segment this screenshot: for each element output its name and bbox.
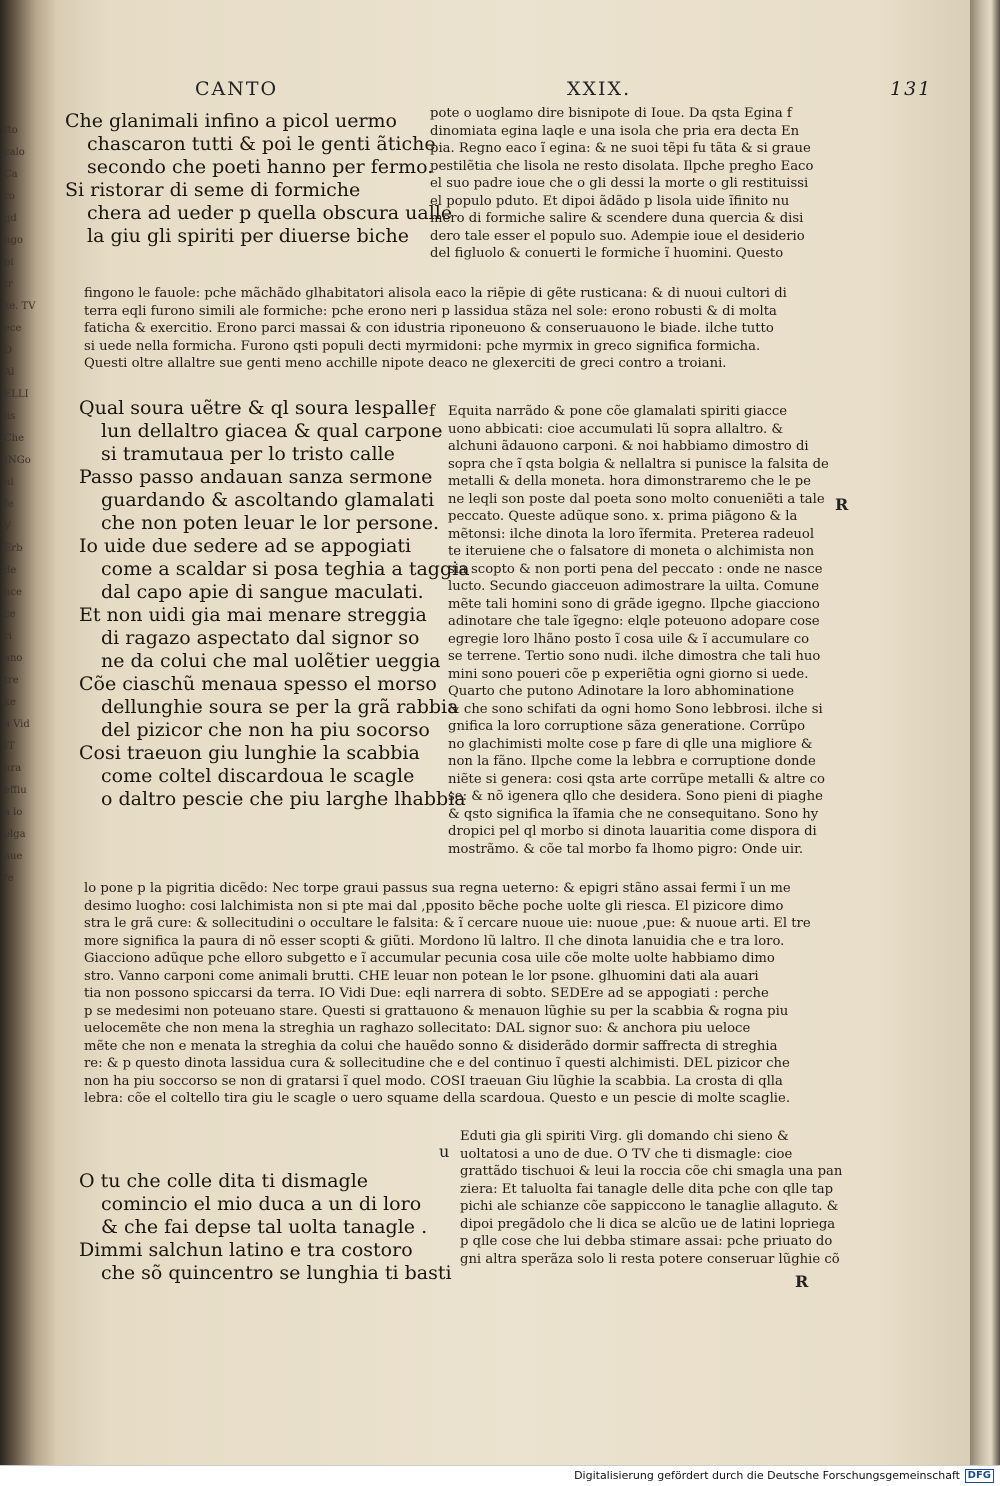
left-page-fragment: Erb — [4, 543, 23, 554]
verse-line: Cõe ciaschũ menaua spesso el morso — [79, 673, 437, 695]
commentary-line: mẽte tali homini sono di grãde igegno. Ilpche giacciono — [448, 596, 820, 612]
commentary-line: grattãdo tischuoi & leui la roccia cõe chi smagla una pan — [460, 1164, 843, 1179]
commentary-line: pestilẽtia che lisola ne resto disolata. Ilpche pregho Eaco — [430, 158, 814, 174]
commentary-initial-1: f — [429, 401, 435, 420]
commentary-line: uoltatosi a uno de due. O TV che ti dismagle: cioe — [460, 1146, 793, 1162]
verse-line: O tu che colle dita ti dismagle — [79, 1170, 369, 1192]
digitization-footer — [0, 1465, 1000, 1486]
verse-line: secondo che poeti hanno per fermo. — [87, 156, 434, 178]
verse-line: Che glanimali infino a picol uermo — [65, 110, 397, 132]
left-page-fragment: olga — [4, 829, 26, 840]
verse-line: lun dellaltro giacea & qual carpone — [101, 420, 443, 442]
left-page-fragment: ni — [4, 477, 14, 488]
commentary-line: stro. Vanno carponi come animali brutti. CHE leuar non potean le lor psone. glhuomini dati ala auari — [84, 968, 759, 984]
verse-line: Passo passo andauan sanza sermone — [79, 466, 433, 488]
commentary-line: & qsto significa la ĩfamia che ne consequitano. Sono hy — [448, 806, 819, 822]
verse-line: chascaron tutti & poi le genti ãtiche — [87, 133, 436, 155]
commentary-line: adinotare che tale ĩgegno: elqle poteuono adopare cose — [448, 614, 820, 629]
commentary-line: Giacciono adũque pche elloro subgetto e ĩ accumular pecunia cosa uile cõe molte uolte habbiamo dimo — [84, 951, 775, 966]
commentary-line: terra eqli furono simili ale formiche: pche erono neri p lassidua stãza nel sole: erono robusti & di molta — [84, 303, 777, 319]
header-canto-number: XXIX. — [567, 78, 632, 100]
verse-line: guardando & ascoltando glamalati — [101, 489, 435, 511]
left-page-fragment: Ca — [4, 169, 18, 180]
commentary-line: metalli & della moneta. hora dimonstraremo che le pe — [448, 474, 811, 489]
left-page-fragment: aue — [4, 851, 23, 862]
left-page-fragment: lis — [4, 411, 16, 422]
commentary-line: fingono le fauole: pche mãchãdo glhabitatori alisola eaco la riẽpie di gẽte rusticana: & di nuoui cultori di — [84, 286, 787, 301]
commentary-right-2 — [448, 403, 829, 858]
left-page-fragment: ano — [4, 653, 23, 664]
left-page-fragment: V — [4, 521, 12, 532]
commentary-line: non ha piu soccorso se non di gratarsi ĩ quel modo. COSI traeuan Giu lũghie la scabbia. La crosta di qlla — [84, 1073, 783, 1089]
verse-block-1 — [65, 110, 452, 248]
commentary-line: si uede nella formicha. Furono qsti populi decti myrmidoni: pche myrmix in greco significa formicha. — [84, 338, 761, 354]
left-page-fragment: ro — [4, 191, 15, 202]
left-page-fragment: fto — [4, 125, 18, 136]
commentary-line: sopra che ĩ qsta bolgia & nellaltra si punisce la falsita de — [448, 456, 829, 472]
commentary-line: pichi ale schianze cõe sappiccono le tanaglie allaguto. & — [460, 1199, 839, 1214]
commentary-line: dropici pel ql morbo si dinota lauaritia come dispora di — [448, 824, 817, 839]
commentary-line: dipoi pregãdolo che li dica se alcũo ue de latini lopriega — [460, 1216, 836, 1232]
commentary-line: Questi oltre allaltre sue genti meno acchille nipote deaco ne glexerciti de greci contro a troiani. — [84, 356, 727, 371]
commentary-line: non la fãno. Ilpche come la lebbra e corruptione donde — [448, 754, 816, 769]
commentary-line: el suo padre ioue che o gli dessi la morte o gli restituissi — [430, 176, 809, 191]
commentary-line: lucto. Secundo giacceuon adimostrare la uilta. Comune — [448, 579, 820, 594]
verse-line: chera ad ueder p quella obscura ualle — [87, 202, 453, 224]
commentary-line: more significa la paura di nõ esser scopti & giũti. Mordono lũ laltro. Il che dinota lanuidia che e tra loro. — [84, 933, 785, 949]
left-page-fragment: IT — [4, 741, 15, 752]
verse-line: o daltro pescie che piu larghe lhabbia — [101, 788, 466, 810]
verse-line: la giu gli spiriti per diuerse biche — [87, 225, 409, 247]
commentary-full-2 — [84, 880, 811, 1108]
commentary-line: el populo pduto. Et dipoi ãdãdo p lisola uide ĩfinito nu — [430, 193, 790, 209]
signature-mark-bottom: R — [795, 1272, 809, 1291]
commentary-line: tia non possono spiccarsi da terra. IO Vidi Due: eqli narrera di sobto. SEDEre ad se appogiati : perche — [84, 986, 769, 1001]
commentary-right-3 — [460, 1128, 842, 1268]
verse-line: dellunghie soura se per la grã rabbia — [101, 696, 459, 718]
commentary-line: gni altra sperãza solo li resta potere conseruar lũghie cõ — [460, 1251, 840, 1267]
left-page-edge — [0, 0, 56, 1465]
commentary-line: mẽte che non e menata la streghia da colui che hauẽdo sonno & disiderãdo dormir saffrecta di streghia — [84, 1038, 778, 1054]
verse-line: come coltel discardoua le scagle — [101, 765, 415, 787]
verse-line: ne da colui che mal uolẽtier ueggia — [101, 650, 441, 672]
commentary-line: Eduti gia gli spiriti Virg. gli domando chi sieno & — [460, 1129, 789, 1144]
left-page-fragment: ce — [4, 609, 16, 620]
commentary-line: lebra: cõe el coltello tira giu le scagle o uero squame della scardoua. Questo e un pescie di molte scaglie. — [84, 1091, 791, 1106]
left-page-fragment: a Vid — [4, 719, 30, 730]
verse-line: si tramutaua per lo tristo calle — [101, 443, 395, 465]
left-page-fragment: nce — [4, 587, 22, 598]
commentary-line: uelocemẽte che non mena la streghia un raghazo sollecitato: DAL signor suo: & anchora piu ueloce — [84, 1021, 751, 1036]
left-page-fragment: gd — [4, 213, 17, 224]
verse-line: & che fai depse tal uolta tanagle . — [101, 1216, 428, 1238]
commentary-line: se terrene. Tertio sono nudi. ilche dimostra che tali huo — [448, 649, 821, 664]
commentary-line: gnifica la loro corruptione sãza generatione. Corrũpo — [448, 719, 806, 734]
left-page-fragment: Al — [4, 367, 15, 378]
commentary-line: mẽtonsi: ilche dinota la loro ĩfermita. Preterea radeuol — [448, 526, 815, 542]
left-page-fragment: ri — [4, 631, 12, 642]
verse-line: come a scaldar si posa teghia a taggia — [101, 558, 470, 580]
folio-number: 131 — [890, 78, 933, 100]
commentary-line: dinomiata egina laqle e una isola che pria era decta En — [430, 123, 800, 139]
left-page-fragment: tre — [4, 675, 19, 686]
left-page-fragment: ngo — [4, 235, 23, 246]
commentary-line: re: & p questo dinota lassidua cura & sollecitudine che e del continuo ĩ questi alchimisti. DEL pizicor che — [84, 1056, 790, 1071]
commentary-line: ziera: Et taluolta fai tanagle delle dita pche con qlle tap — [460, 1181, 834, 1197]
commentary-line: sia scopto & non porti pena del peccato : onde ne nasce — [448, 561, 823, 577]
left-page-fragment: Che — [4, 433, 25, 444]
left-page-fragment: tr — [4, 279, 13, 290]
left-page-fragment: pi — [4, 257, 14, 268]
left-page-fragment: ke — [4, 697, 16, 708]
verse-line: Dimmi salchun latino e tra costoro — [79, 1239, 413, 1261]
commentary-line: se: & nõ igenera qllo che desidera. Sono pieni di piaghe — [448, 789, 823, 804]
commentary-line: & che sono schifati da ogni homo Sono lebbrosi. ilche si — [448, 701, 823, 717]
verse-line: Si ristorar di seme di formiche — [65, 179, 361, 201]
verse-line: dal capo apie di sangue maculati. — [101, 581, 424, 603]
commentary-line: uono abbicati: cioe accumulati lũ sopra allaltro. & — [448, 421, 784, 437]
left-page-fragment: D — [4, 345, 13, 356]
verse-line: Et non uidi gia mai menare streggia — [79, 604, 427, 626]
commentary-line: p se medesimi non poteuano stare. Questi si grattauono & menauon lũghie su per la scabbia & rogna piu — [84, 1003, 789, 1019]
left-page-fragment: fe — [4, 499, 14, 510]
commentary-line: stra le grã cure: & sollecitudini o occultare le falsita: & ĩ cercare nuoue uie: nuoue ,pue: & nuoue arti. El tre — [84, 916, 811, 931]
commentary-line: dero tale esser el populo suo. Adempie ioue el desiderio — [430, 228, 805, 244]
right-page-edges — [970, 0, 1000, 1465]
verse-line: comincio el mio duca a un di loro — [101, 1193, 422, 1215]
commentary-full-1 — [84, 285, 787, 373]
header-canto: CANTO — [195, 78, 279, 100]
commentary-line: mostrãmo. & cõe tal morbo fa lhomo pigro: Onde uir. — [448, 841, 804, 857]
left-page-fragment: calo — [4, 147, 25, 158]
commentary-line: peccato. Queste adũque sono. x. prima piãgono & la — [448, 509, 798, 524]
left-page-fragment: INGo — [4, 455, 31, 466]
verse-line: del pizicor che non ha piu socorso — [101, 719, 430, 741]
commentary-line: pote o uoglamo dire bisnipote di Ioue. Da qsta Egina f — [430, 106, 792, 121]
left-page-fragment: de — [4, 565, 17, 576]
verse-line: Qual soura uẽtre & ql soura lespalle — [79, 397, 429, 419]
commentary-line: no glachimisti molte cose p fare di qlle una migliore & — [448, 736, 813, 752]
commentary-line: alchuni ãdauono carponi. & noi habbiamo dimostro di — [448, 439, 809, 454]
signature-mark-margin: R — [835, 495, 849, 514]
commentary-line: mini sono poueri cõe p experiẽtia ogni giorno si uede. — [448, 666, 809, 682]
commentary-line: del figluolo & conuerti le formiche ĩ huomini. Questo — [430, 246, 784, 261]
commentary-line: niẽte si genera: cosi qsta arte corrũpe metalli & altre co — [448, 771, 825, 787]
commentary-line: desimo luogho: cosi lalchimista non si pte mai dal ,pposito bẽche poche uolte gli riesca. El pizicore dimo — [84, 898, 784, 914]
left-page-fragment: effiu — [4, 785, 27, 796]
verse-line: di ragazo aspectato dal signor so — [101, 627, 420, 649]
verse-block-2 — [79, 397, 470, 811]
commentary-line: Equita narrãdo & pone cõe glamalati spiriti giacce — [448, 404, 788, 419]
commentary-line: egregie loro lhãno posto ĩ cosa uile & ĩ accumulare co — [448, 631, 810, 647]
commentary-line: p qlle cose che lui debba stimare assai: pche priuato do — [460, 1234, 833, 1249]
commentary-right-1 — [430, 105, 813, 263]
commentary-line: Quarto che putono Adinotare la loro abhominatione — [448, 684, 795, 699]
verse-line: Cosi traeuon giu lunghie la scabbia — [79, 742, 420, 764]
verse-line: che sõ quincentro se lunghia ti basti — [101, 1262, 452, 1284]
left-page-fragment: fe — [4, 873, 14, 884]
left-page-fragment: ura — [4, 763, 22, 774]
commentary-line: faticha & exercitio. Erono parci massai & con idustria riponeuono & conseruauono le biade. ilche tutto — [84, 321, 774, 336]
left-page-fragment: a lo — [4, 807, 23, 818]
commentary-line: mero di formiche salire & scendere duna quercia & disi — [430, 211, 804, 226]
book-page — [55, 0, 970, 1465]
left-page-fragment: ece — [4, 323, 22, 334]
commentary-initial-2: u — [439, 1142, 450, 1161]
dfg-logo: DFG — [965, 1469, 994, 1483]
verse-line: che non poten leuar le lor persone. — [101, 512, 440, 534]
verse-block-3 — [79, 1170, 452, 1285]
commentary-line: pia. Regno eaco ĩ egina: & ne suoi tẽpi fu tãta & si graue — [430, 141, 811, 156]
commentary-line: ne leqli son poste dal poeta sono molto conueniẽti a tale — [448, 491, 825, 507]
left-page-fragment: ELLI — [4, 389, 29, 400]
verse-line: Io uide due sedere ad se appogiati — [79, 535, 412, 557]
left-page-fragment: ze. TV — [4, 301, 36, 312]
footer-credit: Digitalisierung gefördert durch die Deutsche Forschungsgemeinschaft — [574, 1469, 960, 1482]
commentary-line: lo pone p la pigritia dicẽdo: Nec torpe graui passus sua regna ueterno: & epigri stãno assai fermi ĩ un me — [84, 881, 791, 896]
commentary-line: te iteruiene che o falsatore di moneta o alchimista non — [448, 544, 815, 559]
